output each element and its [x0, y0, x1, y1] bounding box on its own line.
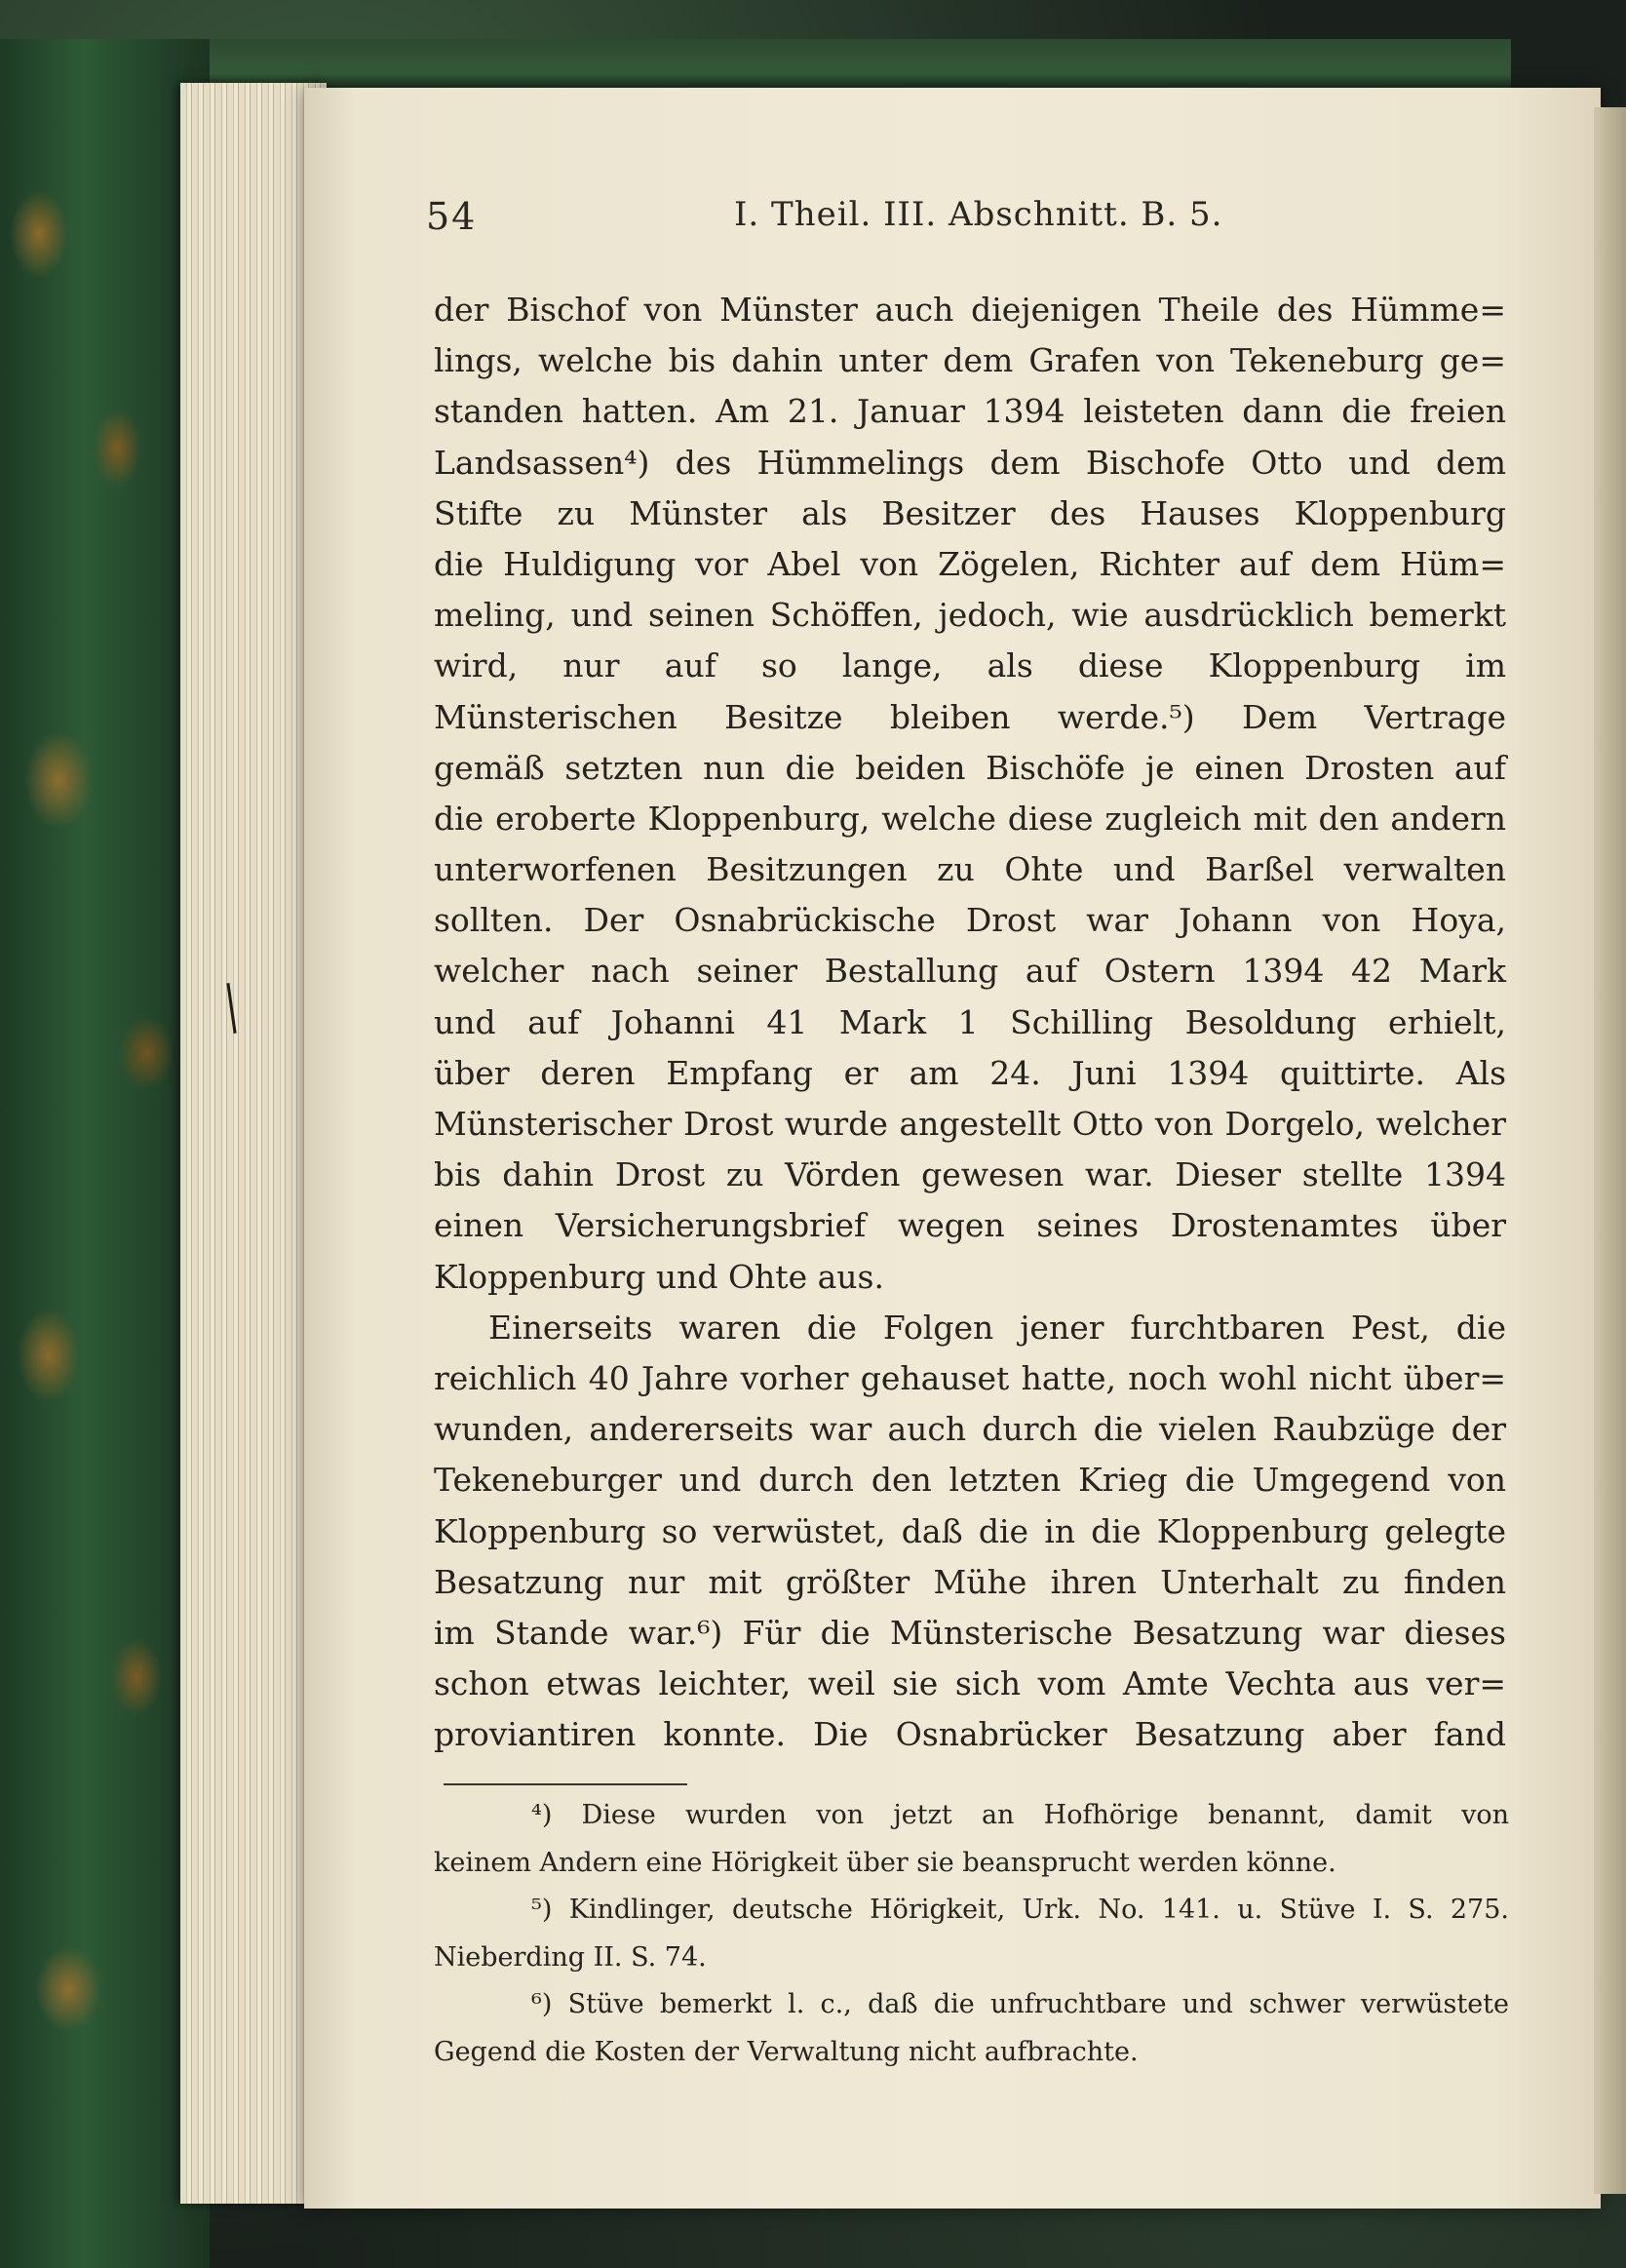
- text-line: über deren Empfang er am 24. Juni 1394 quittirte. Als: [434, 1053, 1506, 1092]
- text-line: im Stande war.⁶) Für die Münsterische Besatzung war dieses: [434, 1613, 1506, 1652]
- text-line: proviantiren konnte. Die Osnabrücker Besatzung aber fand: [434, 1715, 1506, 1754]
- body-text: [434, 285, 1506, 1760]
- running-head: I. Theil. III. Abschnitt. B. 5.: [734, 195, 1223, 234]
- marbled-cover: [0, 39, 210, 2268]
- text-line: meling, und seinen Schöffen, jedoch, wie ausdrücklich bemerkt: [434, 596, 1506, 635]
- text-line: Landsassen⁴) des Hümmelings dem Bischofe Otto und dem: [434, 443, 1506, 482]
- text-line: Kloppenburg und Ohte aus.: [434, 1257, 884, 1296]
- text-line: die eroberte Kloppenburg, welche diese zugleich mit den andern: [434, 799, 1506, 838]
- text-line: unterworfenen Besitzungen zu Ohte und Barßel verwalten: [434, 850, 1506, 889]
- text-line: lings, welche bis dahin unter dem Grafen von Tekeneburg ge=: [434, 341, 1506, 380]
- page-number: 54: [426, 195, 478, 238]
- footnote-line: ⁵) Kindlinger, deutsche Hörigkeit, Urk. No. 141. u. Stüve I. S. 275.: [531, 1895, 1509, 1925]
- page-gutter: [1594, 107, 1626, 2194]
- text-line: Münsterischen Besitze bleiben werde.⁵) Dem Vertrage: [434, 697, 1506, 736]
- paragraph-start: Einerseits waren die Folgen jener furchtbaren Pest, die: [488, 1308, 1506, 1347]
- text-line: bis dahin Drost zu Vörden gewesen war. Dieser stellte 1394: [434, 1155, 1506, 1194]
- footnote-line: Nieberding II. S. 74.: [434, 1941, 707, 1973]
- text-line: Münsterischer Drost wurde angestellt Otto von Dorgelo, welcher: [434, 1105, 1506, 1143]
- text-line: Tekeneburger und durch den letzten Krieg die Umgegend von: [434, 1461, 1506, 1500]
- footnotes: [434, 1792, 1509, 2076]
- text-line: welcher nach seiner Bestallung auf Ostern 1394 42 Mark: [434, 952, 1506, 991]
- page-header: [426, 195, 1498, 254]
- footnote-line: ⁶) Stüve bemerkt l. c., daß die unfruchtbare und schwer verwüstete: [531, 1989, 1509, 2019]
- text-line: schon etwas leichter, weil sie sich vom Amte Vechta aus ver=: [434, 1664, 1506, 1703]
- text-line: und auf Johanni 41 Mark 1 Schilling Besoldung erhielt,: [434, 1002, 1506, 1041]
- text-line: die Huldigung vor Abel von Zögelen, Richter auf dem Hüm=: [434, 544, 1506, 583]
- text-line: wunden, andererseits war auch durch die vielen Raubzüge der: [434, 1410, 1506, 1449]
- footnote-line: ⁴) Diese wurden von jetzt an Hofhörige benannt, damit von: [531, 1800, 1509, 1830]
- footnote-divider: [444, 1783, 687, 1785]
- text-line: der Bischof von Münster auch diejenigen Theile des Hümme=: [434, 291, 1506, 329]
- text-line: Besatzung nur mit größter Mühe ihren Unterhalt zu finden: [434, 1562, 1506, 1601]
- text-line: einen Versicherungsbrief wegen seines Drostenamtes über: [434, 1206, 1506, 1245]
- text-line: sollten. Der Osnabrückische Drost war Johann von Hoya,: [434, 901, 1506, 940]
- text-line: gemäß setzten nun die beiden Bischöfe je einen Drosten auf: [434, 748, 1506, 787]
- text-line: Stifte zu Münster als Besitzer des Hauses Kloppenburg: [434, 493, 1506, 532]
- footnote-line: Gegend die Kosten der Verwaltung nicht aufbrachte.: [434, 2036, 1139, 2067]
- footnote-line: keinem Andern eine Hörigkeit über sie beansprucht werden könne.: [434, 1847, 1336, 1878]
- text-line: wird, nur auf so lange, als diese Kloppenburg im: [434, 646, 1506, 685]
- text-line: Kloppenburg so verwüstet, daß die in die Kloppenburg gelegte: [434, 1511, 1506, 1550]
- text-line: standen hatten. Am 21. Januar 1394 leisteten dann die freien: [434, 392, 1506, 431]
- text-line: reichlich 40 Jahre vorher gehauset hatte, noch wohl nicht über=: [434, 1358, 1506, 1397]
